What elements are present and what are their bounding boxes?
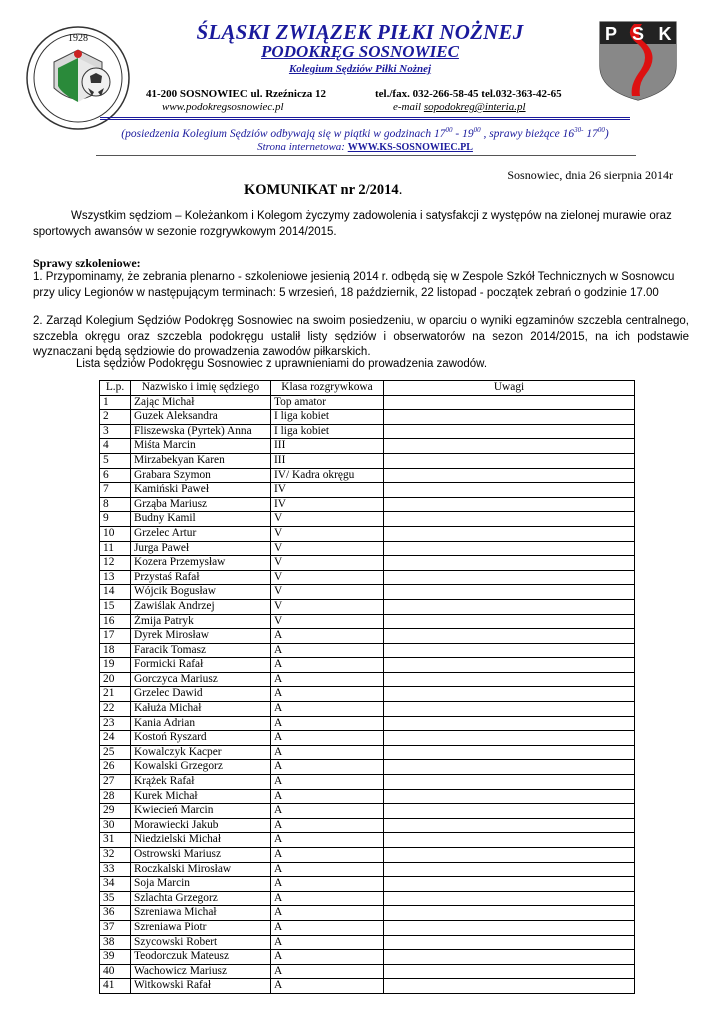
cell-class: A	[271, 804, 384, 819]
table-row	[100, 614, 635, 629]
cell-class: A	[271, 891, 384, 906]
email-label: e-mail	[393, 101, 422, 113]
cell-notes	[384, 716, 635, 731]
cell-name: Budny Kamil	[131, 512, 271, 527]
table-row	[100, 424, 635, 439]
header-notes: Uwagi	[384, 381, 635, 396]
cell-name: Kostoń Ryszard	[131, 731, 271, 746]
cell-lp: 10	[100, 526, 131, 541]
cell-lp: 14	[100, 585, 131, 600]
cell-class: V	[271, 585, 384, 600]
cell-notes	[384, 877, 635, 892]
cell-class: A	[271, 702, 384, 717]
cell-name: Morawiecki Jakub	[131, 818, 271, 833]
cell-notes	[384, 862, 635, 877]
table-row	[100, 862, 635, 877]
cell-lp: 22	[100, 702, 131, 717]
cell-name: Grabara Szymon	[131, 468, 271, 483]
cell-notes	[384, 629, 635, 644]
table-header-row	[100, 381, 635, 396]
cell-lp: 37	[100, 920, 131, 935]
cell-notes	[384, 570, 635, 585]
cell-class: A	[271, 848, 384, 863]
cell-name: Kowalski Grzegorz	[131, 760, 271, 775]
cell-class: A	[271, 789, 384, 804]
cell-name: Soja Marcin	[131, 877, 271, 892]
cell-lp: 9	[100, 512, 131, 527]
header-name: Nazwisko i imię sędziego	[131, 381, 271, 396]
cell-name: Krążek Rafał	[131, 775, 271, 790]
greeting-paragraph: Wszystkim sędziom – Koleżankom i Kolegom życzymy zadowolenia i satysfakcji z występów na zielonej murawie oraz sportowych awansów w sezonie rozgrywkowym 2014/2015.	[33, 210, 672, 238]
cell-notes	[384, 702, 635, 717]
sub-district-name: PODOKRĘG SOSNOWIEC	[261, 42, 459, 61]
cell-lp: 8	[100, 497, 131, 512]
cell-class: V	[271, 614, 384, 629]
cell-lp: 28	[100, 789, 131, 804]
cell-lp: 26	[100, 760, 131, 775]
cell-name: Kurek Michał	[131, 789, 271, 804]
cell-notes	[384, 891, 635, 906]
cell-lp: 13	[100, 570, 131, 585]
cell-lp: 25	[100, 745, 131, 760]
cell-name: Szreniawa Piotr	[131, 920, 271, 935]
table-row	[100, 556, 635, 571]
cell-class: A	[271, 950, 384, 965]
cell-lp: 5	[100, 453, 131, 468]
table-row	[100, 804, 635, 819]
document-date: Sosnowiec, dnia 26 sierpnia 2014r	[507, 168, 673, 182]
table-row	[100, 629, 635, 644]
table-row	[100, 395, 635, 410]
cell-notes	[384, 395, 635, 410]
cell-name: Żmija Patryk	[131, 614, 271, 629]
cell-lp: 30	[100, 818, 131, 833]
cell-lp: 40	[100, 964, 131, 979]
cell-name: Zając Michał	[131, 395, 271, 410]
cell-notes	[384, 731, 635, 746]
cell-class: III	[271, 439, 384, 454]
cell-name: Wachowicz Mariusz	[131, 964, 271, 979]
cell-lp: 39	[100, 950, 131, 965]
cell-class: V	[271, 526, 384, 541]
cell-lp: 20	[100, 672, 131, 687]
cell-class: A	[271, 818, 384, 833]
training-item-2: 2. Zarząd Kolegium Sędziów Podokręg Sosnowiec na swoim posiedzeniu, w oparciu o wyniki egzaminów szczebla centralnego, szczebla okręgu oraz szczebla podokręgu ustalił listy sędziów i obserwatorów na sezon 2014/2015, na ich podstawie wyznaczani będą sędziowie do prowadzenia zawodów piłkarskich.	[33, 315, 689, 358]
table-row	[100, 745, 635, 760]
table-row	[100, 410, 635, 425]
cell-lp: 33	[100, 862, 131, 877]
cell-notes	[384, 599, 635, 614]
table-row	[100, 483, 635, 498]
cell-notes	[384, 906, 635, 921]
svg-text:1928: 1928	[68, 33, 88, 44]
table-row	[100, 760, 635, 775]
cell-name: Kwiecień Marcin	[131, 804, 271, 819]
cell-lp: 38	[100, 935, 131, 950]
cell-name: Miśta Marcin	[131, 439, 271, 454]
header-lp: L.p.	[100, 381, 131, 396]
cell-class: A	[271, 760, 384, 775]
cell-class: V	[271, 512, 384, 527]
organization-name: ŚLĄSKI ZWIĄZEK PIŁKI NOŻNEJ	[196, 20, 524, 44]
cell-class: A	[271, 979, 384, 994]
header-class: Klasa rozgrywkowa	[271, 381, 384, 396]
cell-lp: 35	[100, 891, 131, 906]
cell-class: IV	[271, 497, 384, 512]
cell-name: Wójcik Bogusław	[131, 585, 271, 600]
cell-notes	[384, 439, 635, 454]
table-row	[100, 468, 635, 483]
cell-class: A	[271, 629, 384, 644]
cell-class: IV/ Kadra okręgu	[271, 468, 384, 483]
cell-lp: 23	[100, 716, 131, 731]
cell-class: A	[271, 658, 384, 673]
cell-notes	[384, 775, 635, 790]
cell-class: A	[271, 877, 384, 892]
referee-college-name: Kolegium Sędziów Piłki Nożnej	[288, 63, 432, 75]
cell-notes	[384, 424, 635, 439]
cell-name: Kałuża Michał	[131, 702, 271, 717]
cell-notes	[384, 512, 635, 527]
cell-class: A	[271, 964, 384, 979]
cell-name: Grząba Mariusz	[131, 497, 271, 512]
cell-name: Kowalczyk Kacper	[131, 745, 271, 760]
cell-name: Kania Adrian	[131, 716, 271, 731]
cell-notes	[384, 497, 635, 512]
session-hours: (posiedzenia Kolegium Sędziów odbywają się w piątki w godzinach $17^{00} - 19^{00}$ , sprawy bieżące $16^{30-}$ $17^{00}$)	[121, 126, 609, 140]
cell-name: Mirzabekyan Karen	[131, 453, 271, 468]
cell-class: A	[271, 745, 384, 760]
table-row	[100, 453, 635, 468]
table-row	[100, 672, 635, 687]
cell-class: V	[271, 599, 384, 614]
cell-notes	[384, 672, 635, 687]
psk-letter-s: S	[631, 24, 645, 44]
table-row	[100, 599, 635, 614]
table-row	[100, 775, 635, 790]
table-row	[100, 687, 635, 702]
cell-class: A	[271, 643, 384, 658]
table-row	[100, 964, 635, 979]
cell-notes	[384, 614, 635, 629]
cell-lp: 31	[100, 833, 131, 848]
cell-name: Roczkalski Mirosław	[131, 862, 271, 877]
cell-lp: 15	[100, 599, 131, 614]
cell-class: A	[271, 935, 384, 950]
table-row	[100, 891, 635, 906]
cell-name: Szlachta Grzegorz	[131, 891, 271, 906]
cell-class: A	[271, 833, 384, 848]
cell-lp: 36	[100, 906, 131, 921]
cell-name: Przystaś Rafał	[131, 570, 271, 585]
cell-name: Grzelec Artur	[131, 526, 271, 541]
cell-notes	[384, 964, 635, 979]
cell-lp: 41	[100, 979, 131, 994]
cell-name: Kamiński Paweł	[131, 483, 271, 498]
cell-notes	[384, 468, 635, 483]
cell-name: Dyrek Mirosław	[131, 629, 271, 644]
cell-name: Teodorczuk Mateusz	[131, 950, 271, 965]
cell-class: V	[271, 556, 384, 571]
cell-notes	[384, 848, 635, 863]
cell-lp: 27	[100, 775, 131, 790]
psk-logo	[598, 20, 678, 102]
cell-class: A	[271, 731, 384, 746]
cell-lp: 16	[100, 614, 131, 629]
cell-notes	[384, 789, 635, 804]
cell-lp: 6	[100, 468, 131, 483]
cell-name: Faracik Tomasz	[131, 643, 271, 658]
szpn-logo	[24, 24, 132, 132]
header-divider	[100, 117, 630, 120]
cell-lp: 11	[100, 541, 131, 556]
cell-notes	[384, 687, 635, 702]
cell-lp: 32	[100, 848, 131, 863]
cell-notes	[384, 556, 635, 571]
psk-letter-k: K	[658, 24, 672, 44]
cell-notes	[384, 760, 635, 775]
cell-notes	[384, 483, 635, 498]
cell-notes	[384, 643, 635, 658]
cell-lp: 21	[100, 687, 131, 702]
cell-class: A	[271, 920, 384, 935]
table-row	[100, 658, 635, 673]
cell-notes	[384, 410, 635, 425]
cell-class: A	[271, 862, 384, 877]
cell-name: Gorczyca Mariusz	[131, 672, 271, 687]
psk-letter-p: P	[604, 24, 618, 44]
cell-name: Ostrowski Mariusz	[131, 848, 271, 863]
cell-name: Guzek Aleksandra	[131, 410, 271, 425]
referee-table	[99, 380, 635, 994]
table-row	[100, 950, 635, 965]
cell-name: Szreniawa Michał	[131, 906, 271, 921]
table-row	[100, 848, 635, 863]
cell-class: A	[271, 672, 384, 687]
table-row	[100, 570, 635, 585]
cell-lp: 29	[100, 804, 131, 819]
cell-lp: 17	[100, 629, 131, 644]
cell-notes	[384, 833, 635, 848]
cell-class: Top amator	[271, 395, 384, 410]
cell-lp: 4	[100, 439, 131, 454]
website-line: Strona internetowa: WWW.KS-SOSNOWIEC.PL	[257, 141, 473, 153]
table-row	[100, 585, 635, 600]
postal-address: 41-200 SOSNOWIEC ul. Rzeźnicza 12	[146, 88, 326, 100]
table-row	[100, 526, 635, 541]
cell-class: V	[271, 541, 384, 556]
cell-name: Niedzielski Michał	[131, 833, 271, 848]
cell-notes	[384, 818, 635, 833]
cell-notes	[384, 950, 635, 965]
table-row	[100, 716, 635, 731]
table-row	[100, 833, 635, 848]
cell-name: Witkowski Rafał	[131, 979, 271, 994]
table-row	[100, 979, 635, 994]
cell-notes	[384, 935, 635, 950]
cell-lp: 24	[100, 731, 131, 746]
cell-name: Kozera Przemysław	[131, 556, 271, 571]
district-website: www.podokregsosnowiec.pl	[162, 101, 284, 113]
table-row	[100, 497, 635, 512]
cell-lp: 2	[100, 410, 131, 425]
cell-lp: 18	[100, 643, 131, 658]
cell-name: Formicki Rafał	[131, 658, 271, 673]
cell-notes	[384, 658, 635, 673]
cell-notes	[384, 541, 635, 556]
table-row	[100, 512, 635, 527]
cell-notes	[384, 453, 635, 468]
cell-lp: 3	[100, 424, 131, 439]
cell-lp: 12	[100, 556, 131, 571]
training-heading: Sprawy szkoleniowe:	[33, 256, 141, 270]
training-item-1: 1. Przypominamy, że zebrania plenarno - szkoleniowe jesienią 2014 r. odbędą się w Zespole Szkół Technicznych w Sosnowcu przy ulicy Legionów w następującym terminach: 5 wrzesień, 18 październik, 22 listopad - początek zebrań o godzinie 17.00	[33, 271, 675, 299]
table-row	[100, 731, 635, 746]
table-row	[100, 702, 635, 717]
phone-numbers: tel./fax. 032-266-58-45 tel.032-363-42-65	[375, 88, 562, 100]
cell-lp: 34	[100, 877, 131, 892]
cell-notes	[384, 920, 635, 935]
cell-notes	[384, 585, 635, 600]
table-row	[100, 935, 635, 950]
cell-name: Jurga Paweł	[131, 541, 271, 556]
cell-class: A	[271, 716, 384, 731]
table-row	[100, 439, 635, 454]
document-title: KOMUNIKAT nr 2/2014.	[244, 182, 403, 198]
table-row	[100, 877, 635, 892]
cell-class: A	[271, 906, 384, 921]
cell-name: Zawiślak Andrzej	[131, 599, 271, 614]
cell-name: Szycowski Robert	[131, 935, 271, 950]
cell-class: I liga kobiet	[271, 410, 384, 425]
cell-class: I liga kobiet	[271, 424, 384, 439]
table-row	[100, 920, 635, 935]
cell-notes	[384, 979, 635, 994]
cell-lp: 1	[100, 395, 131, 410]
email-link[interactable]: sopodokreg@interia.pl	[423, 101, 526, 113]
cell-notes	[384, 526, 635, 541]
cell-lp: 19	[100, 658, 131, 673]
cell-notes	[384, 745, 635, 760]
table-row	[100, 906, 635, 921]
header-bottom-divider	[96, 155, 636, 156]
cell-lp: 7	[100, 483, 131, 498]
list-intro: Lista sędziów Podokręgu Sosnowiec z uprawnieniami do prowadzenia zawodów.	[76, 358, 488, 370]
cell-name: Fliszewska (Pyrtek) Anna	[131, 424, 271, 439]
cell-class: V	[271, 570, 384, 585]
cell-class: A	[271, 775, 384, 790]
cell-name: Grzelec Dawid	[131, 687, 271, 702]
email-line	[393, 101, 526, 113]
cell-class: III	[271, 453, 384, 468]
cell-notes	[384, 804, 635, 819]
table-row	[100, 818, 635, 833]
cell-class: A	[271, 687, 384, 702]
website-link[interactable]: WWW.KS-SOSNOWIEC.PL	[347, 142, 473, 153]
table-row	[100, 643, 635, 658]
table-row	[100, 541, 635, 556]
table-row	[100, 789, 635, 804]
cell-class: IV	[271, 483, 384, 498]
